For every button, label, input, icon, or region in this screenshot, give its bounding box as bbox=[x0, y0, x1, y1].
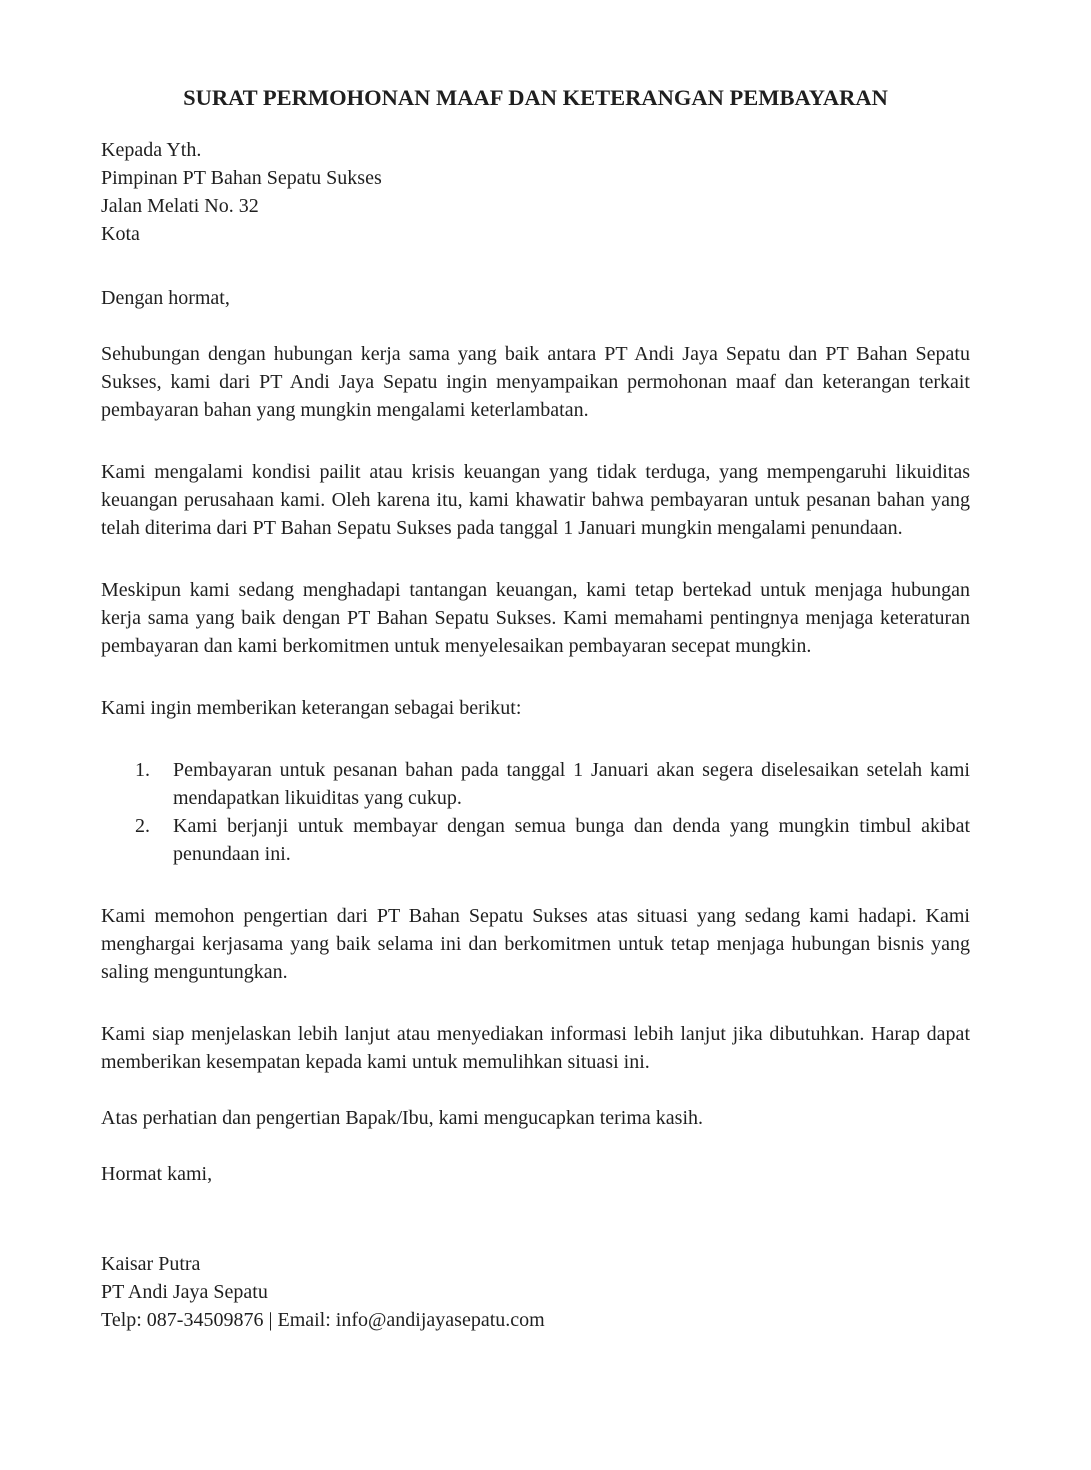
salutation: Dengan hormat, bbox=[101, 287, 230, 309]
body-paragraph-1: Sehubungan dengan hubungan kerja sama yang baik antara PT Andi Jaya Sepatu dan PT Bahan Sepatu Sukses, kami dari PT Andi Jaya Sepatu ingin menyampaikan permohonan maaf dan keterangan terkait pembayaran bahan yang mungkin mengalami keterlambatan. bbox=[101, 343, 970, 421]
recipient-city-line: Kota bbox=[101, 223, 140, 245]
sign-off: Hormat kami, bbox=[101, 1163, 213, 1185]
thank-you-line: Atas perhatian dan pengertian Bapak/Ibu, kami mengucapkan terima kasih. bbox=[101, 1107, 704, 1129]
body-paragraph-3: Meskipun kami sedang menghadapi tantangan keuangan, kami tetap bertekad untuk menjaga hubungan kerja sama yang baik dengan PT Bahan Sepatu Sukses. Kami memahami pentingnya menjaga keteraturan pembayaran dan kami berkomitmen untuk menyelesaikan pembayaran secepat mungkin. bbox=[101, 579, 970, 657]
body-paragraph-2: Kami mengalami kondisi pailit atau krisis keuangan yang tidak terduga, yang mempengaruhi likuiditas keuangan perusahaan kami. Oleh karena itu, kami khawatir bahwa pembayaran untuk pesanan bahan yang telah diterima dari PT Bahan Sepatu Sukses pada tanggal 1 Januari mungkin mengalami penundaan. bbox=[101, 461, 970, 539]
list-item-text: Pembayaran untuk pesanan bahan pada tanggal 1 Januari akan segera diselesaikan setelah kami mendapatkan likuiditas yang cukup. bbox=[173, 759, 970, 809]
list-intro: Kami ingin memberikan keterangan sebagai berikut: bbox=[101, 697, 522, 719]
list-item-text: Kami berjanji untuk membayar dengan semua bunga dan denda yang mungkin timbul akibat penundaan ini. bbox=[173, 815, 970, 865]
signer-name: Kaisar Putra bbox=[101, 1253, 201, 1275]
recipient-block bbox=[101, 136, 970, 248]
closing-paragraph-1: Kami memohon pengertian dari PT Bahan Sepatu Sukses atas situasi yang sedang kami hadapi. Kami menghargai kerjasama yang baik selama ini dan berkomitmen untuk tetap menjaga hubungan bisnis yang saling menguntungkan. bbox=[101, 905, 970, 983]
recipient-street-line: Jalan Melati No. 32 bbox=[101, 195, 259, 217]
list-item-number: 1. bbox=[135, 759, 150, 781]
closing-paragraph-2: Kami siap menjelaskan lebih lanjut atau menyediakan informasi lebih lanjut jika dibutuhkan. Harap dapat memberikan kesempatan kepada kami untuk memulihkan situasi ini. bbox=[101, 1023, 970, 1073]
signature-block bbox=[101, 1250, 970, 1334]
recipient-salutation-line: Kepada Yth. bbox=[101, 139, 202, 161]
recipient-company-line: Pimpinan PT Bahan Sepatu Sukses bbox=[101, 167, 382, 189]
list-item bbox=[101, 756, 970, 812]
letter-title: SURAT PERMOHONAN MAAF DAN KETERANGAN PEMBAYARAN bbox=[183, 85, 888, 110]
signer-company: PT Andi Jaya Sepatu bbox=[101, 1281, 268, 1303]
list-item bbox=[101, 812, 970, 868]
numbered-list bbox=[101, 756, 970, 868]
signer-contact: Telp: 087-34509876 | Email: info@andijayasepatu.com bbox=[101, 1309, 545, 1331]
list-item-number: 2. bbox=[135, 815, 150, 837]
